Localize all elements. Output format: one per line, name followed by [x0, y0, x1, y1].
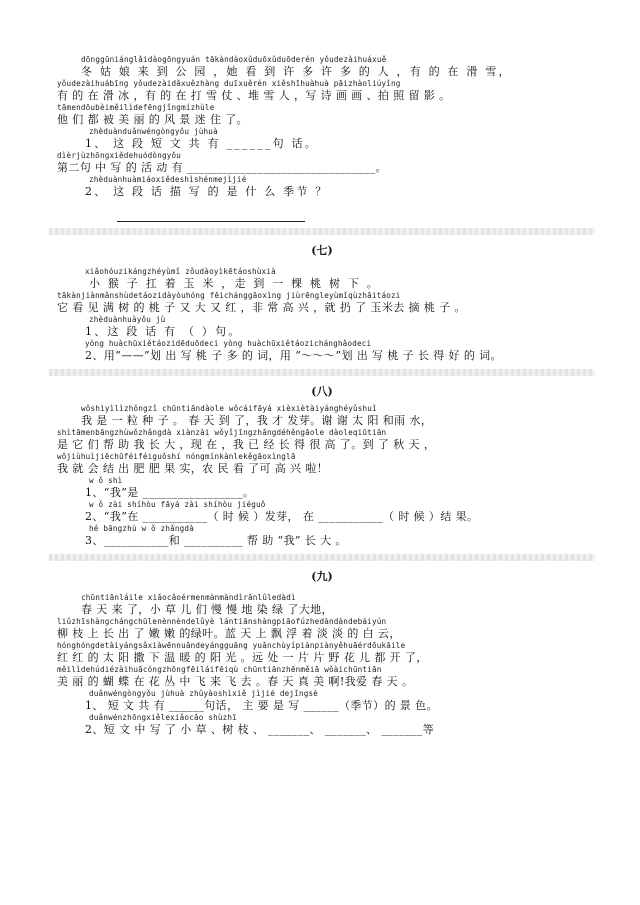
question-1: 1、 短 文 共 有 ______句话， 主 要 是 写 ______（季节）的 景 色。 — [85, 699, 438, 712]
pinyin-line: shìtāmenbāngzhùwǒzhǎngdà xiànzài wǒyǐjīngzhǎngdéhěngāole dàoleqiūtiān — [57, 428, 387, 437]
question-3: 3、___________和 __________ 帮 助 “我” 长 大 。 — [85, 534, 347, 547]
question-1: 1、这 段 话 有 （ ）句。 — [85, 325, 242, 338]
section-divider — [49, 228, 595, 235]
section-title: (八) — [311, 385, 333, 398]
passage-line: 柳 枝 上 长 出 了 嫩 嫩 的绿叶。蓝 天 上 飘 浮 着 淡 淡 的 白 云， — [57, 627, 401, 640]
question-2: 2、 这 段 话 描 写 的 是 什 么 季节 ？ — [85, 185, 329, 198]
section-divider — [49, 554, 595, 561]
passage-line: 红 红 的 太 阳 撒 下 温 暖 的 阳 光 。远 处 一 片 片 野 花 儿 都 开 了， — [57, 651, 428, 664]
pinyin-line: xiǎohóuzikángzhéyùmǐ zǒudàoyìkētáoshùxià — [85, 267, 276, 276]
pinyin-line: wǒjiùhuìjiēchūféiféiguǒshí nóngmínkànlekěgāoxìnglā — [57, 452, 296, 461]
pinyin-line: dìèrjùzhōngxiědehuódòngyǒu — [57, 151, 182, 160]
passage-line: 我 就 会 结 出 肥 肥 果 实，农 民 看 了可 高 兴 啦！ — [57, 462, 329, 475]
pinyin-line: hónghóngdetàiyángsǎxiàwēnnuǎndeyángguāng yuǎnchùyípiànpiànyěhuāérdōukāile — [57, 641, 406, 650]
passage-line: 它 看 见 满 树 的 桃 子 又 大 又 红 ，非 常 高 兴 ，就 扔 了 玉米去 摘 桃 子 。 — [57, 301, 466, 314]
pinyin-line: yòng huàchūxiětáozidēduōdeci yòng huàchūxiětáozichánghǎodeci — [85, 339, 372, 348]
passage-line: 美 丽 的 蝴 蝶 在 花 丛 中 飞 来 飞 去 。春 天 真 美 啊!我爱 春 天 。 — [57, 675, 414, 688]
pinyin-line: zhèduànduǎnwéngòngyǒu jùhuà — [89, 127, 218, 136]
pinyin-line: yǒudezàihuábīng yǒudezàidǎxuězhàng duīxuěrén xiěshīhuàhuà pāizhàoliúyǐng — [57, 79, 401, 88]
question-1: 1、 这 段 短 文 共 有 ______句 话。 — [85, 137, 318, 150]
section-title: (七) — [311, 244, 333, 257]
section-title: (九) — [311, 570, 333, 583]
passage-line: 他 们 都 被 美 丽 的 风 景 迷 住 了。 — [57, 113, 249, 126]
question-2: 2、用“——”划 出 写 桃 子 多 的 词，用 “～～～”划 出 写 桃 子 长 得 好 的 词。 — [85, 349, 502, 362]
pinyin-line: měilìdehúdiézàihuācóngzhōngfēiláifēiqù chūntiānzhēnměiā wǒàichūntiān — [57, 665, 382, 674]
pinyin-line: duǎnwénzhōngxiělexiǎocǎo shùzhī — [89, 713, 237, 722]
question-1: 1、“我”是 _________________。 — [85, 486, 255, 499]
pinyin-line: w ǒ shì — [89, 476, 123, 485]
passage-line: 小 猴 子 扛 着 玉 米 ，走 到 一 棵 桃 树 下 。 — [89, 277, 380, 290]
pinyin-line: wǒshìyìlìzhǒngzǐ chūntiāndàole wǒcáifāyá xièxiètàiyánghéyǔshuǐ — [81, 404, 377, 413]
answer-blank[interactable] — [117, 211, 305, 222]
pinyin-line: hé bāngzhù w ǒ zhǎngdà — [89, 524, 194, 533]
pinyin-line: chūntiānláile xiǎocǎoérmenmànmàndìrǎnlǜledàdì — [81, 593, 296, 602]
pinyin-line: duǎnwéngòngyǒu jùhuà zhǔyàoshìxiě jìjié dejǐngsè — [89, 689, 319, 698]
section-8 — [57, 384, 587, 548]
pinyin-line: w ǒ zài shíhòu fāyá zài shíhòu jiéguǒ — [89, 500, 266, 509]
question-2: 2、短 文 中 写 了 小 草 、树 枝 、 _______、 _______、 _______等 — [85, 723, 435, 736]
section-9 — [57, 569, 587, 737]
question-2: 2、“我”在 ___________（ 时 候 ）发芽， 在 ___________（ 时 候 ）结 果。 — [85, 510, 479, 523]
pinyin-line: tāmendōubèiměilìdefēngjǐngmízhùle — [57, 103, 215, 112]
pinyin-line: zhèduànhuàyǒu jù — [89, 315, 166, 324]
passage-line: 春 天 来 了，小 草 儿 们 慢 慢 地 染 绿 了大地， — [81, 603, 333, 616]
section-divider — [49, 369, 595, 376]
section-6 — [57, 55, 587, 222]
worksheet-page — [57, 55, 587, 875]
section-7 — [57, 243, 587, 363]
passage-line: 我 是 一 粒 种 子 。 春 天 到 了，我 才 发芽。谢 谢 太 阳 和雨 水， — [81, 414, 433, 427]
question-1-part-2: 第二句 中 写 的 活 动 有 ________________________________。 — [57, 161, 388, 174]
pinyin-line: liǔzhīshàngchángchūlenènnèndelǜyè lántiānshàngpiāofúzhedàndàndebáiyún — [57, 617, 387, 626]
passage-line: 有 的 在 滑 冰 ，有 的 在 打 雪 仗 、堆 雪 人 ，写 诗 画 画 、拍 照 留 影 。 — [57, 89, 451, 102]
passage-line: 是 它 们 帮 助 我 长 大 ，现 在 ，我 已 经 长 得 很 高 了。到 了 秋 天 ， — [57, 438, 436, 451]
pinyin-line: tākànjiànmǎnshùdetáozidàyòuhóng fēichánggāoxìng jiùrēngleyùmǐqùzhāitáozi — [57, 291, 401, 300]
pinyin-line: dōnggūniánglǎidàogōngyuán tākàndàoxǔduōxǔduōderén yǒudezàihuáxuě — [81, 55, 387, 64]
passage-line: 冬 姑 娘 来 到 公 园 ，她 看 到 许 多 许 多 的 人 ，有 的 在 滑 雪， — [81, 65, 512, 78]
pinyin-line: zhèduànhuàmiáoxiědeshìshénmejìjié — [89, 175, 247, 184]
